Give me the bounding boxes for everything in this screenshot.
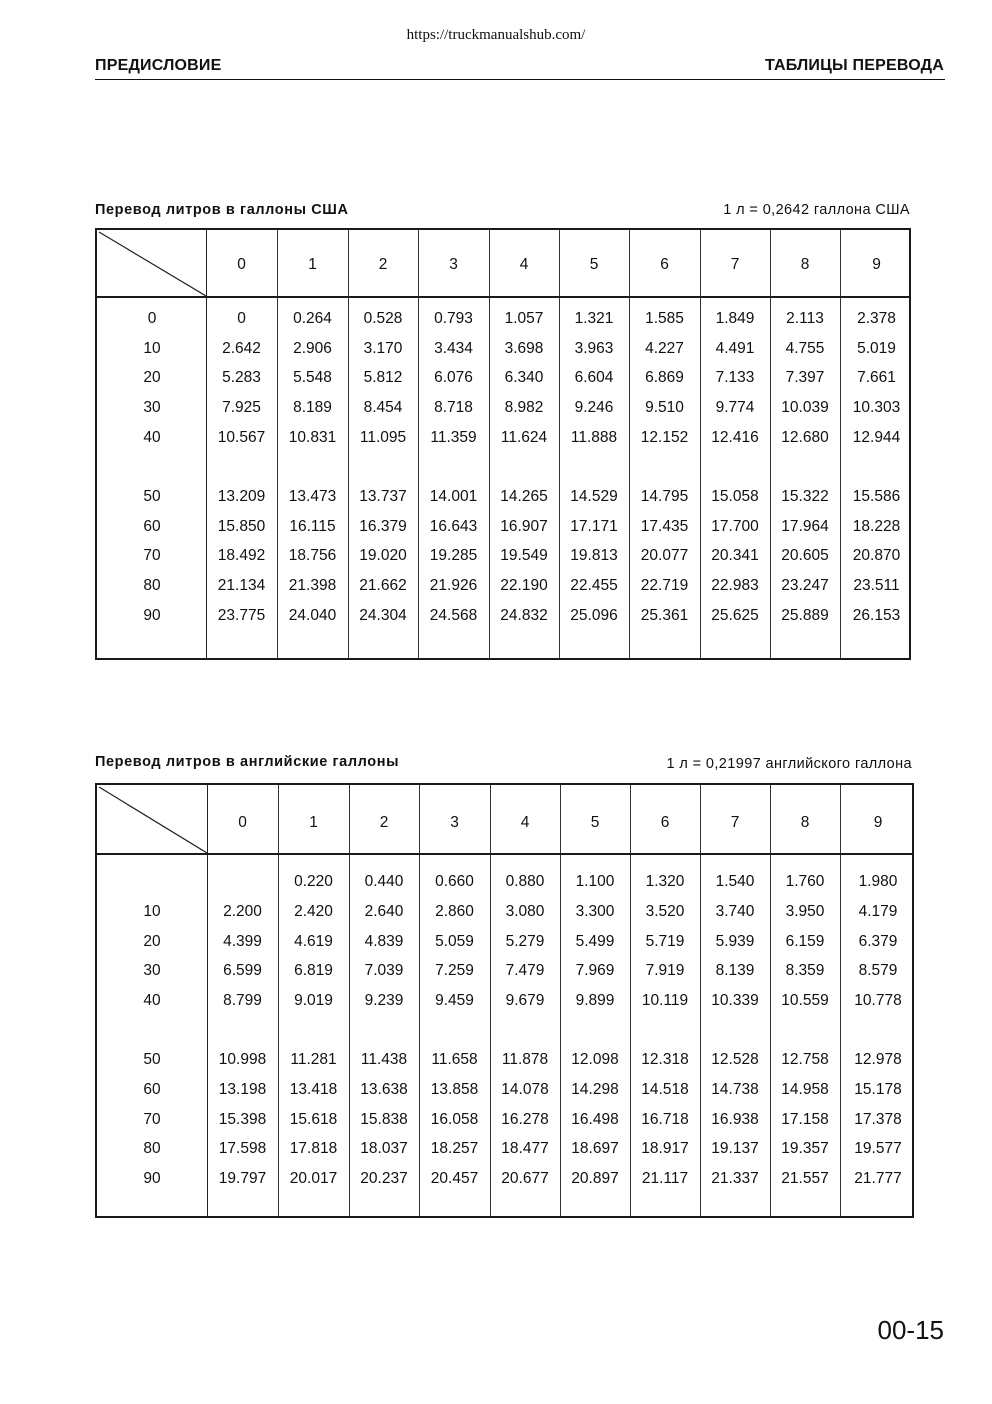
table-cell: 10.559	[781, 992, 829, 1009]
table-cell: 19.797	[218, 1170, 267, 1187]
table-cell: 20.605	[781, 547, 829, 564]
table-cell: 0.660	[435, 873, 474, 890]
corner-diagonal	[97, 785, 207, 853]
table-cell: 3.698	[504, 340, 544, 357]
table-cell: 8.359	[785, 962, 825, 979]
table-cell: 18.228	[852, 518, 901, 535]
table-cell: 8.718	[434, 399, 473, 416]
table-cell: 17.171	[570, 518, 618, 535]
column-rule	[489, 230, 490, 658]
row-label: 30	[143, 399, 161, 416]
row-label: 50	[143, 1051, 161, 1068]
table-cell: 23.775	[217, 607, 266, 624]
table-cell: 25.889	[781, 607, 829, 624]
table-cell: 17.435	[640, 518, 689, 535]
table-cell: 8.982	[504, 399, 544, 416]
column-rule	[277, 230, 278, 658]
column-header: 3	[449, 256, 458, 273]
row-label: 70	[143, 1111, 161, 1128]
table-cell: 4.227	[645, 340, 684, 357]
column-header: 2	[379, 814, 389, 831]
table-cell: 25.625	[711, 607, 759, 624]
row-label: 70	[143, 547, 161, 564]
table-cell: 19.813	[570, 547, 618, 564]
table-cell: 16.643	[429, 518, 478, 535]
table-cell: 10.339	[711, 992, 759, 1009]
table-cell: 10.303	[852, 399, 901, 416]
table-cell: 18.492	[217, 547, 266, 564]
table-cell: 6.159	[785, 933, 825, 950]
source-url: https://truckmanualshub.com/	[406, 27, 586, 43]
table-cell: 6.604	[574, 369, 614, 386]
row-label: 40	[143, 992, 161, 1009]
table-cell: 4.179	[858, 903, 898, 920]
column-rule	[700, 785, 701, 1216]
table-cell: 5.499	[575, 933, 615, 950]
table-cell: 9.679	[505, 992, 545, 1009]
table-cell: 12.098	[571, 1051, 619, 1068]
table-cell: 17.158	[781, 1111, 829, 1128]
table-cell: 8.189	[293, 399, 332, 416]
table-cell: 1.320	[645, 873, 685, 890]
table-cell: 20.341	[711, 547, 759, 564]
table-cell: 11.878	[501, 1051, 549, 1068]
table-cell: 18.257	[430, 1140, 479, 1157]
column-rule	[770, 785, 771, 1216]
table-cell: 21.398	[288, 577, 337, 594]
table-cell: 18.037	[360, 1140, 408, 1157]
table-cell: 11.438	[360, 1051, 408, 1068]
table-cell: 10.567	[217, 429, 266, 446]
table-cell: 4.755	[785, 340, 825, 357]
table-cell: 22.983	[711, 577, 759, 594]
row-label: 90	[143, 607, 161, 624]
row-label: 40	[143, 429, 161, 446]
table-cell: 19.020	[359, 547, 407, 564]
table-cell: 16.498	[571, 1111, 619, 1128]
row-label: 10	[143, 340, 161, 357]
table-cell: 7.479	[505, 962, 545, 979]
table-cell: 24.040	[288, 607, 337, 624]
table-cell: 14.265	[500, 488, 548, 505]
table-cell: 12.978	[854, 1051, 902, 1068]
table-cell: 16.115	[289, 518, 336, 535]
table-cell: 1.980	[858, 873, 898, 890]
table-cell: 5.059	[435, 933, 474, 950]
table-cell: 3.080	[505, 903, 545, 920]
column-header: 8	[800, 256, 810, 273]
table-cell: 24.832	[500, 607, 548, 624]
table-cell: 11.281	[290, 1051, 337, 1068]
column-rule	[629, 230, 630, 658]
table-cell: 7.925	[222, 399, 261, 416]
column-rule	[418, 230, 419, 658]
table-cell: 9.899	[575, 992, 615, 1009]
table-cell: 14.529	[570, 488, 618, 505]
row-label: 20	[143, 933, 161, 950]
table-cell: 22.719	[640, 577, 689, 594]
table-cell: 21.134	[217, 577, 266, 594]
table-cell: 0	[237, 310, 246, 327]
header-rule	[95, 79, 945, 80]
conversion-note: 1 л = 0,2642 галлона США	[723, 202, 910, 218]
table-cell: 13.209	[217, 488, 266, 505]
table-cell: 14.001	[429, 488, 478, 505]
table-cell: 7.661	[857, 369, 896, 386]
column-header: 9	[872, 256, 881, 273]
table-cell: 2.420	[294, 903, 333, 920]
column-rule	[840, 785, 841, 1216]
header-separator	[97, 853, 912, 855]
table-cell: 9.019	[294, 992, 333, 1009]
table-cell: 5.719	[645, 933, 685, 950]
row-label: 90	[143, 1170, 161, 1187]
table-cell: 10.039	[781, 399, 829, 416]
table-cell: 0.440	[364, 873, 404, 890]
table-cell: 3.300	[575, 903, 615, 920]
table-cell: 21.662	[359, 577, 407, 594]
column-header: 1	[309, 814, 318, 831]
table-cell: 5.548	[293, 369, 332, 386]
row-label: 60	[143, 518, 161, 535]
table-cell: 15.322	[781, 488, 829, 505]
table-cell: 6.340	[504, 369, 544, 386]
table-cell: 5.279	[505, 933, 545, 950]
row-label: 0	[147, 310, 157, 327]
table-cell: 15.586	[852, 488, 901, 505]
table-cell: 5.812	[363, 369, 403, 386]
row-label: 80	[143, 577, 161, 594]
table-cell: 7.397	[785, 369, 825, 386]
row-label: 20	[143, 369, 161, 386]
row-label: 10	[143, 903, 161, 920]
table-cell: 11.658	[431, 1051, 478, 1068]
table-cell: 12.944	[852, 429, 901, 446]
column-header: 9	[873, 814, 883, 831]
table-cell: 21.926	[429, 577, 478, 594]
table-cell: 21.557	[781, 1170, 829, 1187]
table-cell: 1.540	[715, 873, 755, 890]
column-header: 8	[800, 814, 810, 831]
row-label: 60	[143, 1081, 161, 1098]
table-cell: 19.285	[429, 547, 478, 564]
table-cell: 11.624	[500, 429, 548, 446]
table-cell: 8.139	[715, 962, 755, 979]
table-cell: 2.113	[786, 310, 824, 327]
table-cell: 15.058	[711, 488, 759, 505]
header-separator	[97, 296, 909, 298]
table-cell: 26.153	[852, 607, 901, 624]
corner-diagonal	[97, 230, 206, 296]
table-cell: 1.760	[785, 873, 825, 890]
table-cell: 16.938	[711, 1111, 759, 1128]
table-cell: 6.076	[434, 369, 473, 386]
page-number: 00-15	[877, 1315, 944, 1345]
table-cell: 2.860	[435, 903, 474, 920]
table-cell: 20.017	[289, 1170, 338, 1187]
column-header: 3	[450, 814, 459, 831]
table-cell: 17.598	[218, 1140, 267, 1157]
table-cell: 1.057	[504, 310, 544, 327]
table-cell: 18.917	[641, 1140, 689, 1157]
table-cell: 18.756	[288, 547, 337, 564]
table-cell: 6.599	[223, 962, 262, 979]
column-header: 6	[660, 814, 670, 831]
table-cell: 19.549	[500, 547, 548, 564]
table-cell: 15.618	[289, 1111, 338, 1128]
table-cell: 9.246	[574, 399, 614, 416]
table-cell: 2.378	[857, 310, 896, 327]
table-cell: 4.399	[223, 933, 262, 950]
column-rule	[560, 785, 561, 1216]
column-header: 0	[237, 256, 246, 273]
table-cell: 4.491	[715, 340, 755, 357]
column-rule	[348, 230, 349, 658]
table-cell: 0.220	[294, 873, 333, 890]
table-cell: 1.100	[575, 873, 615, 890]
column-header: 6	[660, 256, 669, 273]
table-cell: 6.379	[858, 933, 898, 950]
row-label: 80	[143, 1140, 161, 1157]
table-cell: 3.963	[574, 340, 614, 357]
table-cell: 0.793	[434, 310, 473, 327]
table-cell: 11.359	[430, 429, 477, 446]
table-cell: 12.758	[781, 1051, 829, 1068]
table-cell: 5.283	[222, 369, 261, 386]
table-cell: 3.520	[645, 903, 685, 920]
column-rule	[559, 230, 560, 658]
table-cell: 23.511	[853, 577, 900, 594]
table-cell: 3.950	[785, 903, 825, 920]
table-cell: 7.969	[575, 962, 615, 979]
table-cell: 20.077	[640, 547, 689, 564]
table-cell: 14.518	[641, 1081, 689, 1098]
table-cell: 20.457	[430, 1170, 479, 1187]
table-cell: 16.907	[500, 518, 548, 535]
column-header: 5	[590, 814, 600, 831]
table-cell: 24.568	[429, 607, 478, 624]
column-header: 0	[238, 814, 247, 831]
table-cell: 0.264	[293, 310, 332, 327]
column-rule	[206, 230, 207, 658]
table-cell: 3.170	[363, 340, 403, 357]
table-cell: 14.738	[711, 1081, 759, 1098]
table-cell: 22.190	[500, 577, 548, 594]
table-cell: 12.416	[711, 429, 759, 446]
table-cell: 19.137	[711, 1140, 759, 1157]
column-rule	[207, 785, 208, 1216]
table-cell: 9.510	[645, 399, 684, 416]
column-rule	[419, 785, 420, 1216]
table-cell: 1.321	[574, 310, 614, 327]
table-cell: 5.019	[857, 340, 896, 357]
conversion-note: 1 л = 0,21997 английского галлона	[666, 756, 912, 772]
column-header: 7	[730, 814, 740, 831]
table-cell: 15.398	[218, 1111, 267, 1128]
table-cell: 11.888	[570, 429, 618, 446]
row-label: 30	[143, 962, 161, 979]
table-cell: 24.304	[359, 607, 407, 624]
table-cell: 17.818	[289, 1140, 338, 1157]
table-cell: 18.477	[501, 1140, 549, 1157]
table-cell: 1.849	[715, 310, 755, 327]
table-cell: 20.897	[571, 1170, 619, 1187]
table-cell: 10.778	[854, 992, 902, 1009]
row-label: 50	[143, 488, 161, 505]
table-cell: 14.795	[640, 488, 689, 505]
column-rule	[840, 230, 841, 658]
table-cell: 10.831	[288, 429, 337, 446]
column-rule	[700, 230, 701, 658]
conversion-table-imperial-gallons	[95, 783, 914, 1218]
table-cell: 14.298	[571, 1081, 619, 1098]
table-cell: 11.095	[359, 429, 407, 446]
column-rule	[349, 785, 350, 1216]
table-cell: 20.870	[852, 547, 901, 564]
table-cell: 10.119	[641, 992, 689, 1009]
table-cell: 16.278	[501, 1111, 549, 1128]
table-cell: 9.459	[435, 992, 474, 1009]
table-cell: 25.361	[640, 607, 689, 624]
table-cell: 17.378	[854, 1111, 902, 1128]
column-header: 1	[308, 256, 317, 273]
table-cell: 4.839	[364, 933, 404, 950]
table-cell: 4.619	[294, 933, 333, 950]
column-rule	[630, 785, 631, 1216]
table-cell: 0.528	[363, 310, 403, 327]
table-cell: 9.239	[364, 992, 404, 1009]
table-cell: 13.473	[288, 488, 337, 505]
table-cell: 15.850	[217, 518, 266, 535]
table-cell: 22.455	[570, 577, 618, 594]
table-cell: 10.998	[218, 1051, 267, 1068]
table-title: Перевод литров в английские галлоны	[95, 754, 400, 770]
section-title: ПРЕДИСЛОВИЕ	[95, 57, 222, 74]
column-rule	[770, 230, 771, 658]
table-cell: 23.247	[781, 577, 829, 594]
table-cell: 5.939	[715, 933, 755, 950]
table-cell: 17.700	[711, 518, 759, 535]
table-cell: 13.737	[359, 488, 407, 505]
table-cell: 1.585	[645, 310, 684, 327]
table-cell: 19.577	[854, 1140, 902, 1157]
table-title: Перевод литров в галлоны США	[95, 202, 349, 218]
column-rule	[490, 785, 491, 1216]
table-cell: 8.799	[223, 992, 262, 1009]
table-cell: 12.528	[711, 1051, 759, 1068]
table-cell: 12.152	[640, 429, 689, 446]
table-cell: 16.058	[430, 1111, 479, 1128]
table-cell: 13.418	[289, 1081, 338, 1098]
table-cell: 17.964	[781, 518, 829, 535]
column-header: 2	[378, 256, 388, 273]
table-cell: 19.357	[781, 1140, 829, 1157]
table-cell: 2.642	[222, 340, 261, 357]
table-cell: 8.579	[858, 962, 898, 979]
table-cell: 13.198	[218, 1081, 267, 1098]
column-header: 7	[730, 256, 740, 273]
table-cell: 7.039	[364, 962, 404, 979]
column-header: 4	[519, 256, 529, 273]
table-cell: 16.379	[359, 518, 407, 535]
table-cell: 21.117	[641, 1170, 689, 1187]
table-cell: 14.958	[781, 1081, 829, 1098]
chapter-title: ТАБЛИЦЫ ПЕРЕВОДА	[764, 57, 944, 74]
table-cell: 7.133	[715, 369, 755, 386]
table-cell: 13.638	[360, 1081, 408, 1098]
table-cell: 15.838	[360, 1111, 408, 1128]
table-cell: 6.869	[645, 369, 684, 386]
table-cell: 14.078	[501, 1081, 549, 1098]
table-cell: 20.237	[360, 1170, 408, 1187]
table-cell: 15.178	[854, 1081, 902, 1098]
table-cell: 12.680	[781, 429, 829, 446]
table-cell: 7.919	[645, 962, 685, 979]
table-cell: 12.318	[641, 1051, 689, 1068]
column-header: 4	[520, 814, 530, 831]
table-cell: 21.777	[854, 1170, 902, 1187]
table-cell: 3.740	[715, 903, 755, 920]
table-cell: 9.774	[715, 399, 755, 416]
table-cell: 2.640	[364, 903, 404, 920]
table-cell: 25.096	[570, 607, 618, 624]
column-rule	[278, 785, 279, 1216]
table-cell: 21.337	[711, 1170, 759, 1187]
table-cell: 16.718	[641, 1111, 689, 1128]
table-cell: 18.697	[571, 1140, 619, 1157]
table-cell: 6.819	[294, 962, 333, 979]
table-cell: 2.200	[223, 903, 262, 920]
table-cell: 7.259	[435, 962, 474, 979]
table-cell: 2.906	[293, 340, 332, 357]
table-cell: 3.434	[434, 340, 473, 357]
table-cell: 8.454	[363, 399, 403, 416]
column-header: 5	[589, 256, 599, 273]
table-cell: 13.858	[430, 1081, 479, 1098]
table-cell: 0.880	[505, 873, 545, 890]
conversion-table-us-gallons	[95, 228, 911, 660]
table-cell: 20.677	[501, 1170, 549, 1187]
